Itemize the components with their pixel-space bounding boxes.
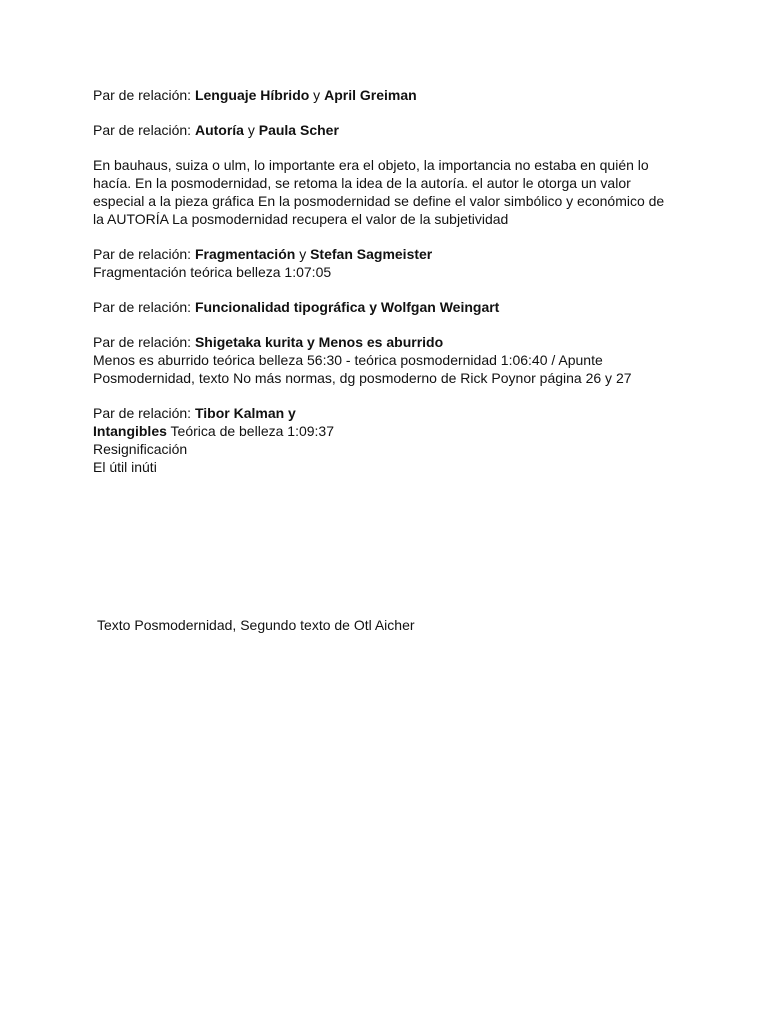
relation-connector: y xyxy=(243,122,259,138)
relation-pair-2 xyxy=(93,121,339,139)
relation-note: Teórica de belleza 1:09:37 xyxy=(166,423,334,439)
relation-prefix: Par de relación: xyxy=(93,87,195,103)
relation-note: Resignificación xyxy=(93,441,188,457)
relation-note: Fragmentación teórica belleza 1:07:05 xyxy=(93,264,332,280)
relation-note: El útil inúti xyxy=(93,459,157,475)
relation-term: Fragmentación xyxy=(194,246,296,262)
relation-prefix: Par de relación: xyxy=(93,405,195,421)
relation-term: Lenguaje Híbrido xyxy=(194,87,310,103)
relation-connector: y xyxy=(295,246,311,262)
paragraph-line: especial a la pieza gráfica En la posmodernidad se define el valor simbólico y económico de xyxy=(93,193,665,209)
footer-note: Texto Posmodernidad, Segundo texto de Otl Aicher xyxy=(97,617,415,633)
relation-term: Shigetaka kurita y Menos es aburrido xyxy=(194,334,444,350)
relation-pair-3 xyxy=(93,245,432,263)
relation-prefix: Par de relación: xyxy=(93,334,195,350)
relation-connector: y xyxy=(309,87,325,103)
relation-pair-6-continued xyxy=(93,422,334,440)
relation-prefix: Par de relación: xyxy=(93,122,195,138)
relation-pair-1 xyxy=(93,86,417,104)
paragraph-line: En bauhaus, suiza o ulm, lo importante era el objeto, la importancia no estaba en quién lo xyxy=(93,157,649,173)
paragraph-line: hacía. En la posmodernidad, se retoma la idea de la autoría. el autor le otorga un valor xyxy=(93,175,631,191)
relation-prefix: Par de relación: xyxy=(93,246,195,262)
paragraph-line: la AUTORÍA La posmodernidad recupera el valor de la subjetividad xyxy=(93,211,509,227)
relation-term: Tibor Kalman y xyxy=(194,405,296,421)
relation-term: Autoría xyxy=(194,122,244,138)
relation-note: Menos es aburrido teórica belleza 56:30 - teórica posmodernidad 1:06:40 / Apunte xyxy=(93,352,603,368)
relation-author: Stefan Sagmeister xyxy=(310,246,433,262)
relation-pair-6 xyxy=(93,404,296,422)
relation-note: Posmodernidad, texto No más normas, dg posmoderno de Rick Poynor página 26 y 27 xyxy=(93,370,632,386)
relation-term: Funcionalidad tipográfica y Wolfgan Weingart xyxy=(194,299,500,315)
relation-prefix: Par de relación: xyxy=(93,299,195,315)
relation-pair-4 xyxy=(93,298,499,316)
relation-author: Paula Scher xyxy=(258,122,339,138)
relation-term: Intangibles xyxy=(93,423,167,439)
relation-pair-5 xyxy=(93,333,443,351)
relation-author: April Greiman xyxy=(324,87,417,103)
